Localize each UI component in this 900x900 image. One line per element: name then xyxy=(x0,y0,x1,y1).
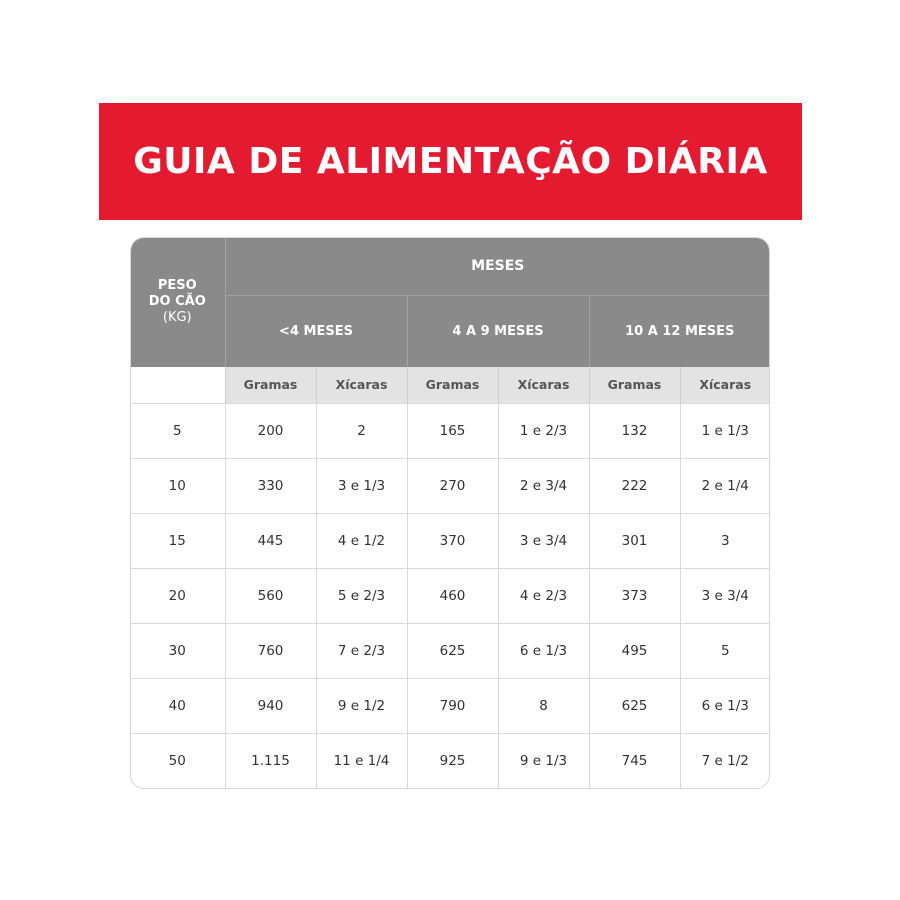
table-cell: 2 xyxy=(316,403,407,458)
table-cell: 1 e 2/3 xyxy=(498,403,589,458)
table-cell: 2 e 1/4 xyxy=(680,458,770,513)
table-cell: 132 xyxy=(589,403,680,458)
table-cell: 925 xyxy=(407,733,498,788)
weight-cell: 40 xyxy=(130,678,225,733)
table-cell: 3 e 3/4 xyxy=(680,568,770,623)
weight-header xyxy=(130,237,225,367)
weight-cell: 5 xyxy=(130,403,225,458)
table-cell: 7 e 1/2 xyxy=(680,733,770,788)
subheader-blank xyxy=(130,367,225,403)
table-cell: 4 e 1/2 xyxy=(316,513,407,568)
table-cell: 301 xyxy=(589,513,680,568)
subheader-gramas: Gramas xyxy=(225,367,316,403)
table-cell: 625 xyxy=(589,678,680,733)
table-cell: 745 xyxy=(589,733,680,788)
title-banner xyxy=(99,103,802,220)
table-row xyxy=(130,678,770,733)
table-cell: 445 xyxy=(225,513,316,568)
table-cell: 5 e 2/3 xyxy=(316,568,407,623)
table-cell: 165 xyxy=(407,403,498,458)
feeding-guide-table xyxy=(130,237,770,788)
table-cell: 270 xyxy=(407,458,498,513)
weight-header-unit: (KG) xyxy=(162,310,192,325)
table-cell: 790 xyxy=(407,678,498,733)
weight-cell: 20 xyxy=(130,568,225,623)
table-cell: 9 e 1/3 xyxy=(498,733,589,788)
table-cell: 8 xyxy=(498,678,589,733)
table-cell: 330 xyxy=(225,458,316,513)
subheader-gramas: Gramas xyxy=(407,367,498,403)
table-row xyxy=(130,623,770,678)
table-cell: 2 e 3/4 xyxy=(498,458,589,513)
table-row xyxy=(130,733,770,788)
table-cell: 495 xyxy=(589,623,680,678)
table-cell: 1.115 xyxy=(225,733,316,788)
table-cell: 3 e 1/3 xyxy=(316,458,407,513)
table-cell: 7 e 2/3 xyxy=(316,623,407,678)
table-cell: 625 xyxy=(407,623,498,678)
table-cell: 11 e 1/4 xyxy=(316,733,407,788)
table-cell: 5 xyxy=(680,623,770,678)
table-cell: 6 e 1/3 xyxy=(498,623,589,678)
subheader-xicaras: Xícaras xyxy=(316,367,407,403)
weight-header-line2: DO CÃO xyxy=(148,294,206,309)
table-row xyxy=(130,513,770,568)
table-cell: 760 xyxy=(225,623,316,678)
table-cell: 3 e 3/4 xyxy=(498,513,589,568)
table-row xyxy=(130,568,770,623)
age-group-header: <4 MESES xyxy=(225,295,407,367)
table-cell: 6 e 1/3 xyxy=(680,678,770,733)
feeding-table xyxy=(130,237,770,789)
age-group-header: 4 A 9 MESES xyxy=(407,295,589,367)
table-cell: 560 xyxy=(225,568,316,623)
table-cell: 4 e 2/3 xyxy=(498,568,589,623)
age-group-header: 10 A 12 MESES xyxy=(589,295,770,367)
subheader-xicaras: Xícaras xyxy=(498,367,589,403)
subheader-xicaras: Xícaras xyxy=(680,367,770,403)
table-cell: 9 e 1/2 xyxy=(316,678,407,733)
table-cell: 222 xyxy=(589,458,680,513)
table-cell: 370 xyxy=(407,513,498,568)
table-cell: 940 xyxy=(225,678,316,733)
table-cell: 460 xyxy=(407,568,498,623)
table-cell: 200 xyxy=(225,403,316,458)
months-header: MESES xyxy=(225,237,770,295)
weight-cell: 50 xyxy=(130,733,225,788)
table-cell: 1 e 1/3 xyxy=(680,403,770,458)
weight-cell: 15 xyxy=(130,513,225,568)
weight-cell: 30 xyxy=(130,623,225,678)
weight-cell: 10 xyxy=(130,458,225,513)
table-cell: 3 xyxy=(680,513,770,568)
table-row xyxy=(130,458,770,513)
page-title: GUIA DE ALIMENTAÇÃO DIÁRIA xyxy=(133,141,768,182)
table-row xyxy=(130,403,770,458)
subheader-gramas: Gramas xyxy=(589,367,680,403)
weight-header-line1: PESO xyxy=(157,278,197,293)
table-cell: 373 xyxy=(589,568,680,623)
